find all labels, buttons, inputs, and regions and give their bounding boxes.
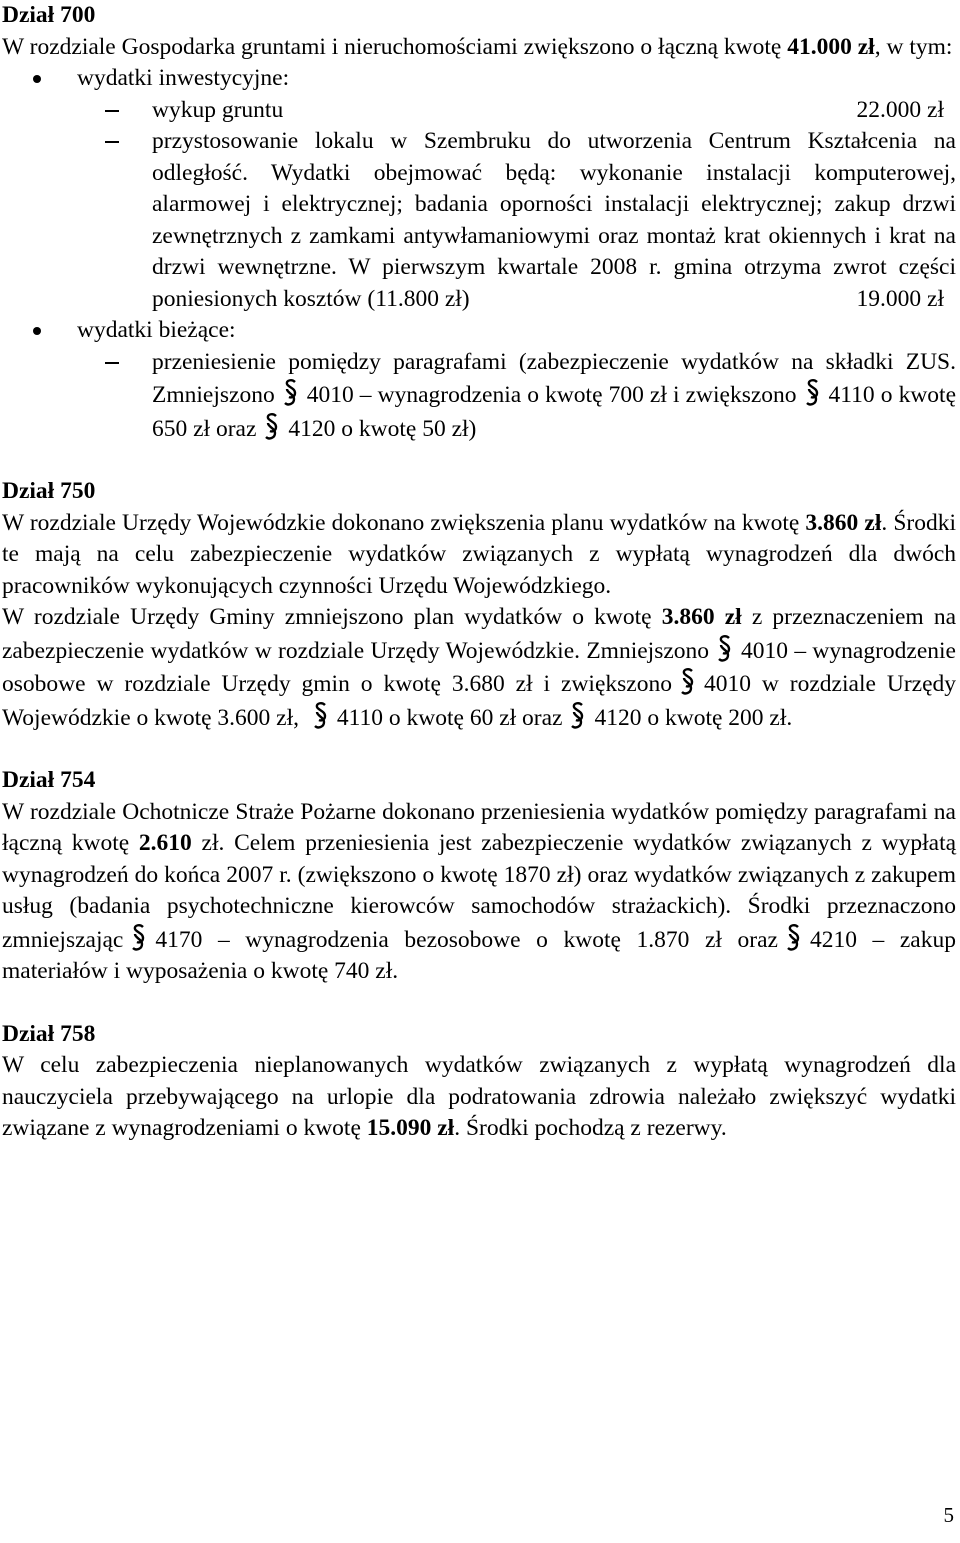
page-number: 5 bbox=[943, 1503, 954, 1527]
section-paragraph: W rozdziale Urzędy Wojewódzkie dokonano zwiększenia planu wydatków na kwotę 3.860 zł. Środki te mają na celu zabezpieczenie wydatków związanych z wypłatą wynagrodzeń dla dwóch pracowników wykonujących czynności Urzędu Wojewódzkiego. bbox=[2, 509, 957, 599]
section-paragraph: W rozdziale Urzędy Gminy zmniejszono plan wydatków o kwotę 3.860 zł z przeznaczeniem na zabezpieczenie wydatków w rozdziale Urzędy Wojewódzkie. Zmniejszono 4010 – wynagrodzenie osobowe w rozdziale Urzędy gmin o kwotę 3.680 zł i zwiększono 4010 w rozdziale Urzędy Wojewódzkie o kwotę 3.600 zł, 4110 o kwotę 60 zł oraz 4120 o kwotę 200 zł. bbox=[2, 604, 956, 731]
section-paragraph: W celu zabezpieczenia nieplanowanych wydatków związanych z wypłatą wynagrodzeń dla nauczyciela przebywającego na urlopie dla podratowania zdrowia należało zwiększyć wydatki związane z wynagrodzeniami o kwotę 15.090 zł. Środki pochodzą z rezerwy. bbox=[2, 1052, 956, 1141]
dash-list bbox=[77, 95, 956, 316]
bullet-list bbox=[2, 63, 956, 445]
document-page bbox=[2, 0, 956, 1145]
section-sign-icon bbox=[783, 923, 805, 953]
section-sign-icon bbox=[714, 634, 736, 664]
section-heading: Dział 750 bbox=[2, 478, 96, 504]
section-heading: Dział 758 bbox=[2, 1020, 96, 1047]
list-item: przystosowanie lokalu w Szembruku do utworzenia Centrum Kształcenia na odległość. Wydatki obejmować będą: wykonanie instalacji komputerowej, alarmowej i elektrycznej; badania oporności instalacji elektrycznej; zakup drzwi zewnętrznych z zamkami antywłamaniowymi oraz montaż krat okiennych i krat na drzwi wewnętrzne. W pierwszym kwartale 2008 r. gmina otrzyma zwrot części poniesionych kosztów (11.800 zł) 19.000 zł bbox=[2, 126, 956, 315]
list-item: przeniesienie pomiędzy paragrafami (zabezpieczenie wydatków na składki ZUS. Zmniejszono 4010 – wynagrodzenia o kwotę 700 zł i zwiększono 4110 o kwotę 650 zł oraz 4120 o kwotę 50 zł) bbox=[2, 347, 956, 446]
section-754 bbox=[2, 765, 956, 988]
section-sign-icon bbox=[310, 701, 332, 731]
section-sign-icon bbox=[677, 667, 699, 697]
section-750 bbox=[2, 476, 956, 734]
bullet-label: wydatki bieżące: bbox=[77, 317, 236, 343]
bullet-label: wydatki inwestycyjne: bbox=[77, 65, 290, 91]
section-758 bbox=[2, 1019, 956, 1145]
section-sign-icon bbox=[567, 701, 589, 731]
section-paragraph: W rozdziale Ochotnicze Straże Pożarne dokonano przeniesienia wydatków pomiędzy paragrafami na łączną kwotę 2.610 zł. Celem przeniesienia jest zabezpieczenie wydatków związanych z wypłatą wynagrodzeń do końca 2007 r. (zwiększono o kwotę 1870 zł) oraz wydatków związanych z zakupem usług (badania psychotechniczne kierowców samochodów strażackich). Środki przeznaczono zmniejszając 4170 – wynagrodzenia bezosobowe o kwotę 1.870 zł oraz 4210 – zakup materiałów i wyposażenia o kwotę 740 zł. bbox=[2, 798, 957, 984]
section-sign-icon bbox=[802, 378, 824, 408]
section-sign-icon bbox=[261, 412, 283, 442]
list-item bbox=[2, 63, 956, 315]
section-heading: Dział 754 bbox=[2, 767, 96, 793]
section-sign-icon bbox=[128, 923, 150, 953]
section-sign-icon bbox=[280, 378, 302, 408]
list-item: wykup gruntu 22.000 zł bbox=[2, 95, 956, 127]
list-item bbox=[2, 315, 956, 445]
section-intro: W rozdziale Gospodarka gruntami i nieruchomościami zwiększono o łączną kwotę 41.000 zł, w tym: bbox=[2, 33, 953, 60]
section-heading: Dział 700 bbox=[2, 2, 96, 28]
dash-list bbox=[77, 347, 956, 446]
section-700 bbox=[2, 0, 956, 445]
